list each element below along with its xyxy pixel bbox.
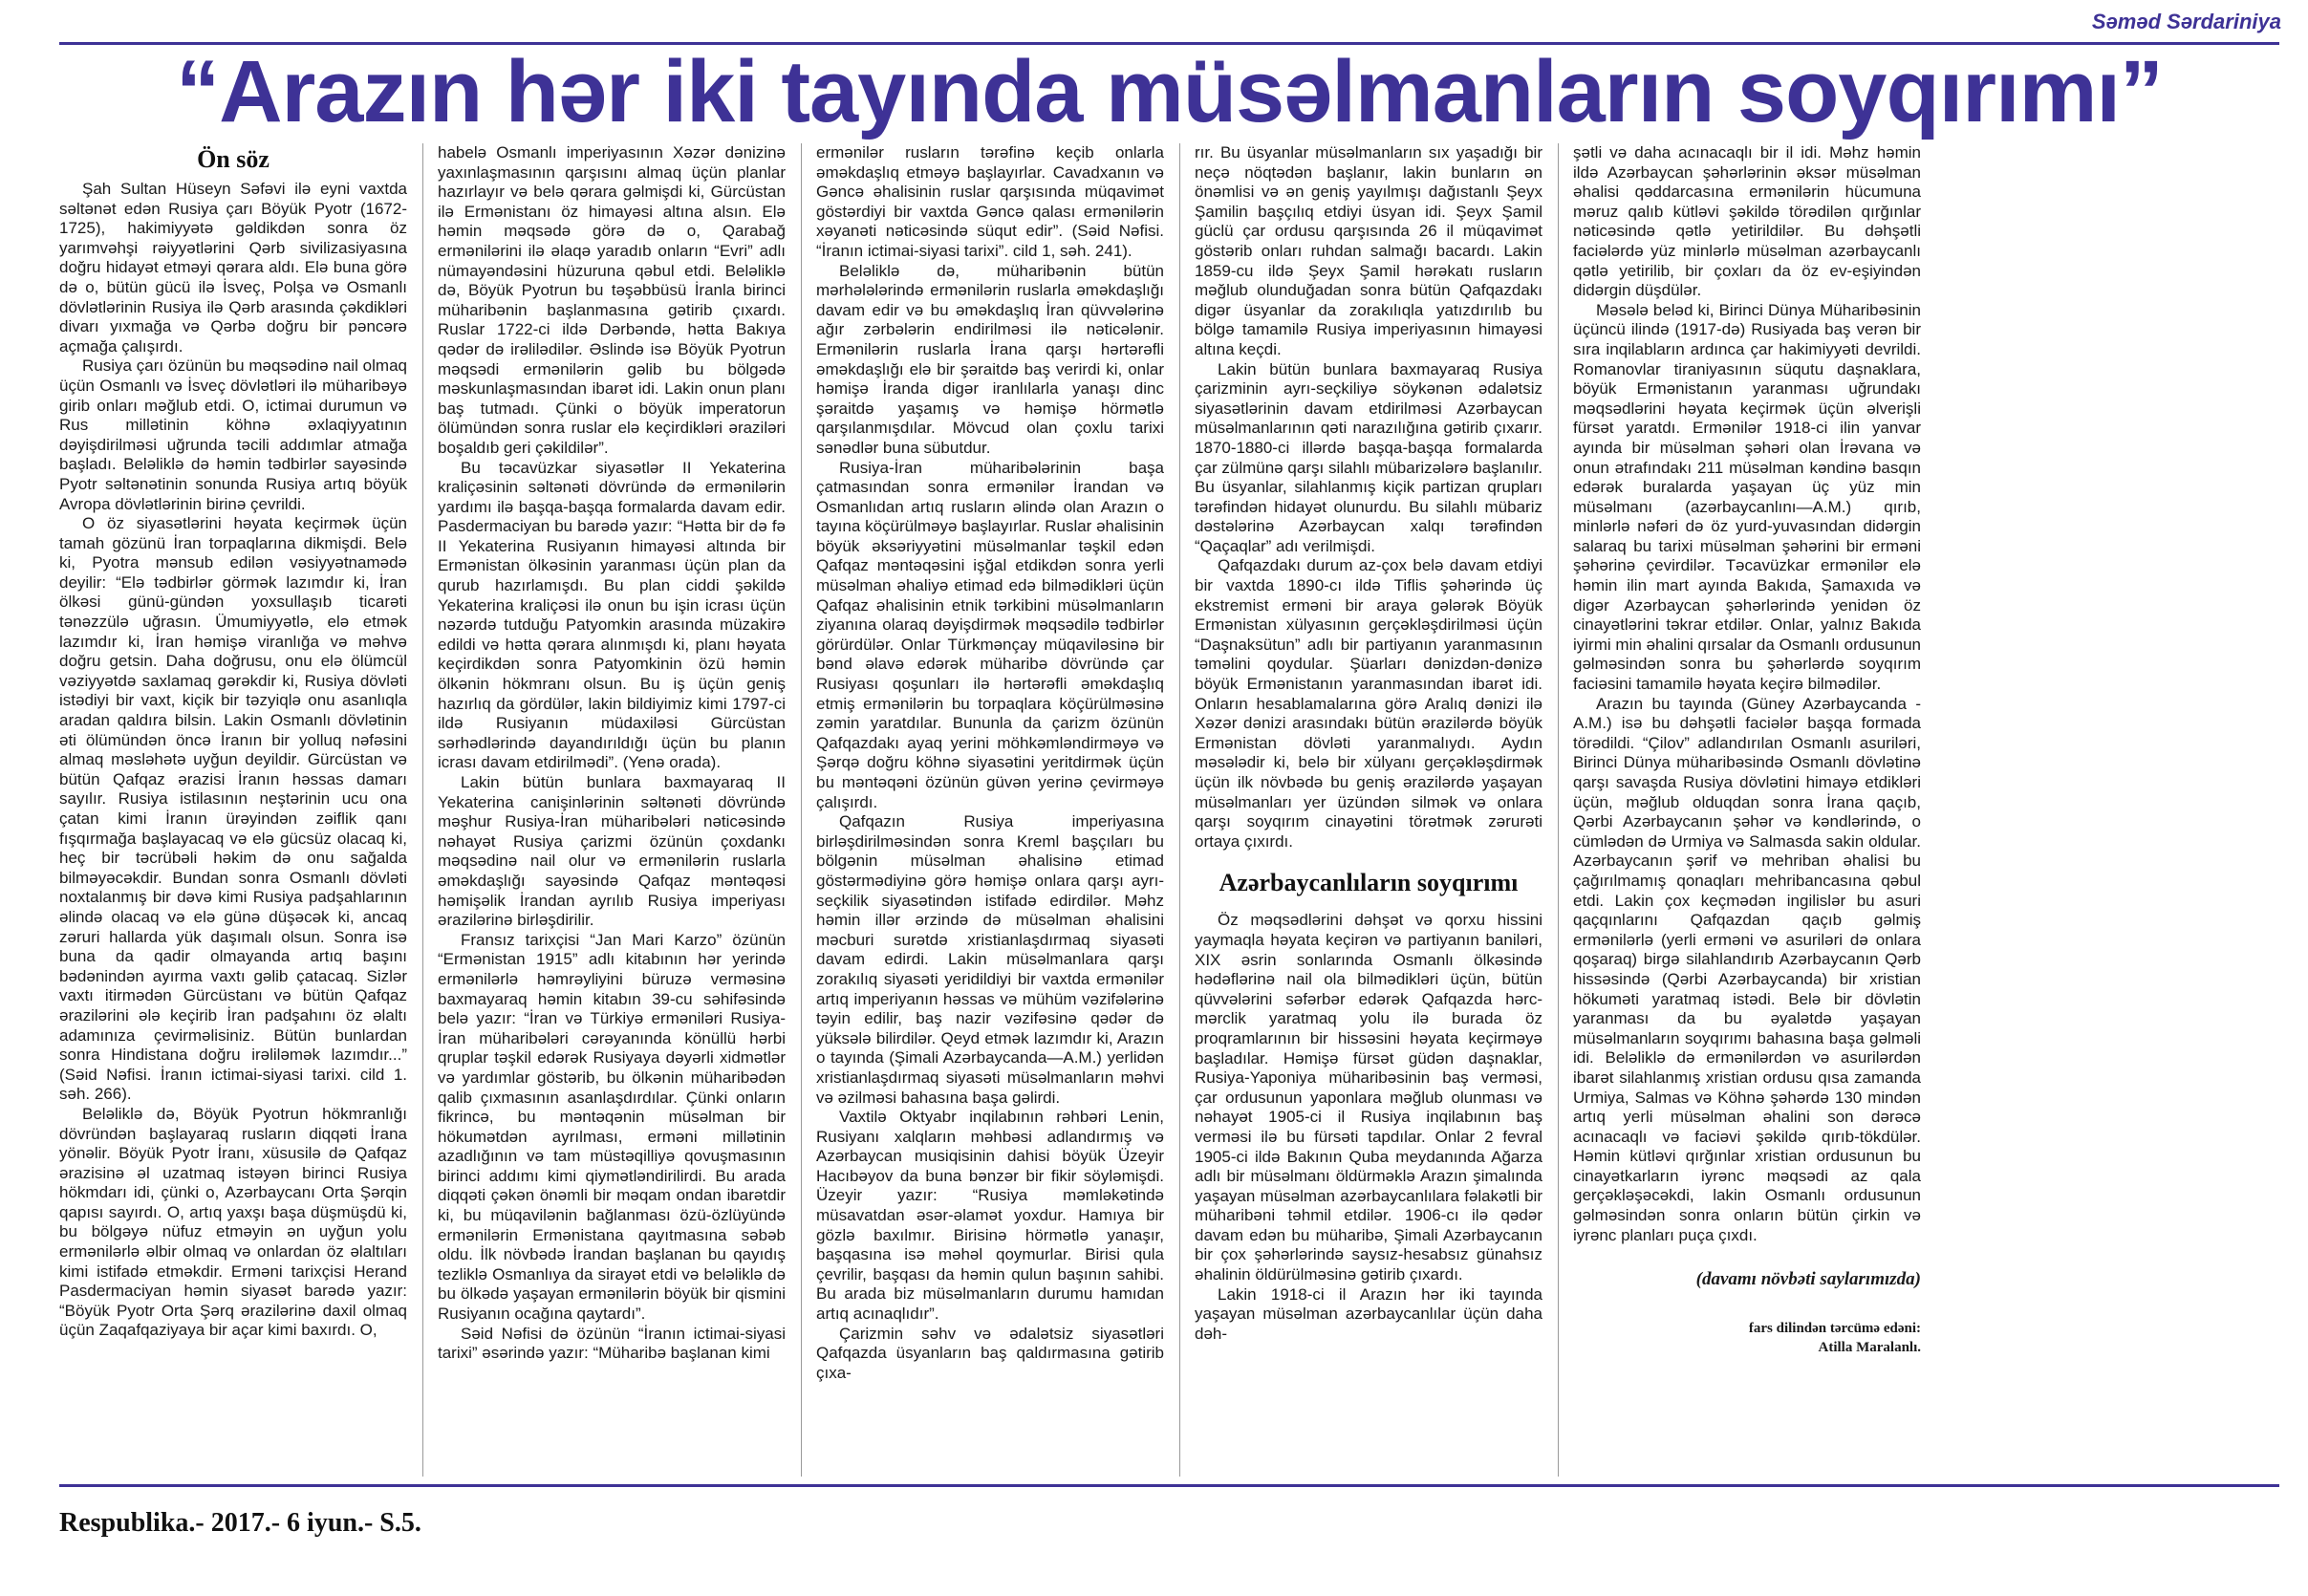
- column-divider: [1558, 143, 1559, 1477]
- paragraph: Səid Nəfisi də özünün “İranın ictimai-siyasi tarixi” əsərində yazır: “Müharibə başlanan kimi: [438, 1324, 786, 1363]
- paragraph: O öz siyasətlərini həyata keçirmək üçün tamah gözünü İran torpaqlarına dikmişdi. Belə ki, Pyotra mənsub edilən vəsiyyətnamədə deyilir: “Elə tədbirlər görmək lazımdır ki, İran ölkəsi günü-gündən yoxsullaşıb ticarəti tənəzzülə uğrasın. Ümumiyyətlə, elə etmək lazımdır ki, İran həmişə viranlığa və məhvə doğru getsin. Daha doğrusu, onu elə ölümcül vəziyyətdə saxlamaq gərəkdir ki, Rusiya dövləti istədiyi bir vaxt, kiçik bir təzyiqlə onu asanlıqla aradan qaldıra bilsin. Lakin Osmanlı dövlətinin əti ölümündən öncə İranın bir yolluq nəfəsini almaq məsləhətə uyğun deyildir. Gürcüstan və bütün Qafqaz ərazisi İranın həssas damarı sayılır. Rusiya istilasının neştərinin ucu ona çatan kimi İranın ürəyindən zəiflik qanı fışqırmağa başlayacaq və elə gücsüz olacaq ki, heç bir təcrübəli həkim də onu sağalda bilməyəcəkdir. Bundan sonra Osmanlı dövləti noxtalanmış bir dəvə kimi Rusiya padşahlarının əlində olacaq və elə günə düşəcək ki, ancaq zəruri hallarda yük daşımalı olsun. Sonra isə buna da qadir olmayanda artıq başını bədənindən ayırma vaxtı gəlib çatacaq. Sizlər vaxtı itirmədən Gürcüstanı və bütün Qafqaz ərazilərini ələ keçirib İran padşahını öz əlaltı adamınıza çevirməlisiniz. Bütün bunlardan sonra Hindistana doğru irəliləmək lazımdır...” (Səid Nəfisi. İranın ictimai-siyasi tarixi. cild 1. səh. 266).: [59, 514, 407, 1104]
- publication-footer: Respublika.- 2017.- 6 iyun.- S.5.: [59, 1508, 421, 1538]
- section-heading-genocide: Azərbaycanlıların soyqırımı: [1219, 869, 1519, 897]
- paragraph: Öz məqsədlərini dəhşət və qorxu hissini yaymaqla həyata keçirən və partiyanın baniləri, XIX əsrin sonlarında Osmanlı ölkəsində hədəflərinə nail ola bilmədikləri üçün, bütün qüvvələrini səfərbər edərək Qafqazda hərc-mərclik yaratmaq yolu ilə burada öz proqramlarının bir hissəsini həyata keçirməyə başladılar. Həmişə fürsət güdən daşnaklar, Rusiya-Yaponiya müharibəsinin baş verməsi, çar ordusunun yaponlara məğlub olunması və nəhayət 1905-ci il Rusiya inqilabının baş verməsi ilə bu fürsəti tapdılar. Onlar 2 fevral 1905-ci ildə Bakının Quba meydanında Ağarza adlı bir müsəlmanı öldürməklə Arazın şimalında yaşayan müsəlman azərbaycanlılara fəlakətli bir müharibəni təhmil etdilər. 1906-cı ilə qədər davam edən bu müharibə, Şimali Azərbaycanın bir çox şəhərlərində saysız-hesabsız günahsız əhalinin öldürülməsinə gətirib çıxardı.: [1195, 911, 1542, 1284]
- paragraph: Rusiya çarı özünün bu məqsədinə nail olmaq üçün Osmanlı və İsveç dövlətləri ilə müharibəyə girib onları məğlub etdi. O, ictimai durumun və Rus millətinin köhnə əxlaqiyyatının dəyişdirilməsi uğrunda təcili addımlar atmağa başladı. Beləliklə də həmin tədbirlər sayəsində Pyotr səltənətinin sonunda Rusiya artıq böyük Avropa dövlətlərinin birinə çevrildi.: [59, 356, 407, 513]
- paragraph: Rusiya-İran müharibələrinin başa çatmasından sonra ermənilər İrandan və Osmanlıdan artıq rusların əlində olan Arazın o tayına köçürülməyə başlayırlar. Ruslar əhalisinin böyük əksəriyyətini müsəlmanlar təşkil edən Qafqaz məntəqəsini işğal etdikdən sonra yerli müsəlman əhaliyə etimad edə bilmədikləri üçün Qafqaz əhalisinin etnik tərkibini müsəlmanların ziyanına olaraq dəyişdirmək məqsədilə tədbirlər görürdülər. Onlar Türkmənçay müqaviləsinə bir bənd əlavə edərək müharibə dövründə çar Rusiyası qoşunları ilə hərtərəfli əməkdaşlıq etmiş ermənilərin bu torpaqlara köçürülməsinə zəmin yaratdılar. Bununla da çarizm özünün Qafqazdakı ayaq yerini möhkəmləndirməyə və Şərqə doğru köhnə siyasətini yeritdirmək üçün bu məntəqəni özünün güvən yerinə çevirməyə çalışırdı.: [816, 458, 1164, 811]
- bottom-rule: [59, 1484, 2279, 1487]
- paragraph: Beləliklə də, müharibənin bütün mərhələlərində ermənilərin ruslarla əməkdaşlığı davam edir və bu əməkdaşlıq İran qüvvələrinə ağır zərbələrin endirilməsi ilə nəticələnir. Ermənilərin ruslarla İrana qarşı hərtərəfli əməkdaşlığı elə bir şəraitdə baş verirdi ki, onlar həmişə İranda digər iranlılarla yanaşı dinc şəraitdə yaşamış və həmişə hörmətlə qarşılanmışdılar. Mövcud olan çoxlu tarixi sənədlər buna sübutdur.: [816, 261, 1164, 457]
- translator-name: Atilla Maralanlı.: [1818, 1339, 1921, 1355]
- column-1: [59, 143, 407, 1477]
- column-divider: [1179, 143, 1180, 1477]
- paragraph: şətli və daha acınacaqlı bir il idi. Məhz həmin ildə Azərbaycan şəhərlərinin əksər müsəlman əhalisi qəddarcasına ermənilərin hücumuna məruz qalıb kütləvi şəkildə törədilən qırğınlar nəticəsində qətlə yetirildilər. Bu dəhşətli faciələrdə yüz minlərlə müsəlman azərbaycanlı qətlə yetirilib, bir çoxları da öz ev-eşiyindən didərgin düşdülər.: [1573, 143, 1921, 300]
- headline: “Arazın hər iki tayında müsəlmanların soyqırımı”: [176, 43, 2163, 140]
- section-heading-preface: Ön söz: [197, 145, 270, 173]
- column-divider: [801, 143, 802, 1477]
- paragraph: Lakin bütün bunlara baxmayaraq Rusiya çarizminin ayrı-seçkiliyə söykənən ədalətsiz siyasətlərinin davam etdirilməsi Azərbaycan müsəlmanlarının qəti narazılığına gətirib çıxarır. 1870-1880-ci illərdə başqa-başqa formalarda çar zülmünə qarşı silahlı mübarizələrə başlanılır. Bu üsyanlar, silahlanmış kiçik partizan qrupları tərəfindən hidayət olunurdu. Bu silahlı mübariz dəstələrinə Azərbaycan xalqı tərəfindən “Qaçaqlar” adı verilmişdi.: [1195, 359, 1542, 555]
- paragraph: Qafqazın Rusiya imperiyasına birləşdirilməsindən sonra Kreml başçıları bu bölgənin müsəlman əhalisinə etimad göstərmədiyinə görə həmişə onlara qarşı ayrı-seçkilik siyasətindən istifadə edirdilər. Məhz həmin illər ərzində də müsəlman əhalisini məcburi surətdə xristianlaşdırmaq siyasəti davam edirdi. Lakin müsəlmanlara qarşı zorakılıq siyasəti yeridildiyi bir vaxtda ermənilər artıq imperiyanın həssas və mühüm vəzifələrinə təyin edilir, baş nazir vəzifəsinə qədər də yüksələ bilirdilər. Qeyd etmək lazımdır ki, Arazın o tayında (Şimali Azərbaycanda—A.M.) yerlidən xristianlaşdırmaq siyasəti müsəlmanların məhvi və əzilməsi bahasına başa gəlirdi.: [816, 812, 1164, 1107]
- paragraph: Vaxtilə Oktyabr inqilabının rəhbəri Lenin, Rusiyanı xalqların məhbəsi adlandırmış və Azərbaycan musiqisinin dahisi böyük Üzeyir Hacıbəyov da buna bənzər bir fikir söyləmişdi. Üzeyir yazır: “Rusiya məmləkətində müsavatdan əsər-əlamət yoxdur. Hamıya bir gözlə baxılmır. Birisinə hörmətlə yanaşır, başqasına isə məhəl qoymurlar. Birisi qula çevrilir, başqası da həmin qulun başının sahibi. Bu arada biz müsəlmanların durumu hamıdan artıq acınaqlıdır”.: [816, 1108, 1164, 1324]
- column-divider: [422, 143, 423, 1477]
- translator-credit-label: fars dilindən tərcümə edəni:: [1748, 1320, 1921, 1336]
- continued-note: (davamı növbəti saylarımızda): [1695, 1269, 1921, 1290]
- author-byline: Səməd Sərdariniya: [2091, 10, 2281, 33]
- paragraph: Lakin bütün bunlara baxmayaraq II Yekaterina canişinlərinin səltənəti dövründə məşhur Rusiya-İran müharibələri nəticəsində nəhayət Rusiya çarizmi özünün çoxdankı məqsədinə nail olur və ermənilərin ruslarla əməkdaşlığı sayəsində Qafqaz məntəqəsi həmişəlik İrandan ayrılıb Rusiya imperiyası ərazilərinə birləşdirilir.: [438, 773, 786, 930]
- column-3: [816, 143, 1164, 1477]
- paragraph: Beləliklə də, Böyük Pyotrun hökmranlığı dövründən başlayaraq rusların diqqəti İrana yönəlir. Böyük Pyotr İranı, xüsusilə də Qafqaz ərazisinə əl uzatmaq istəyən birinci Rusiya hökmdarı idi, çünki o, Azərbaycanı Orta Şərqin qapısı sayırdı. O, artıq yaxşı başa düşmüşdü ki, bu bölgəyə nüfuz etməyin ən uyğun yolu ermənilərlə əlbir olmaq və onlardan öz əlaltıları kimi istifadə etməkdir. Erməni tarixçisi Herand Pasdermaciyan həmin siyasət barədə yazır: “Böyük Pyotr Orta Şərq ərazilərinə daxil olmaq üçün Zaqafqaziyaya bir açar kimi baxırdı. O,: [59, 1104, 407, 1340]
- paragraph: Qafqazdakı durum az-çox belə davam etdiyi bir vaxtda 1890-cı ildə Tiflis şəhərində üç ekstremist erməni bir araya gələrək Böyük Ermənistan xülyasının gerçəkləşdirilməsi üçün “Daşnaksütun” adlı bir partiyanın yaranmasının təməlini qoydular. Şüarları dənizdən-dənizə böyük Ermənistanın yaranmasından ibarət idi. Onların hesablamalarına görə Aralıq dənizi ilə Xəzər dənizi arasındakı bütün ərazilərdə böyük Ermənistan dövləti yaranmalıydı. Aydın məsələdir ki, belə bir xülyanı gerçəkləşdirmək üçün ilk növbədə bu geniş ərazilərdə yaşayan müsəlmanları yer üzündən silmək və onlara qarşı soyqırım cinayətini törətmək zərurəti ortaya çıxırdı.: [1195, 556, 1542, 851]
- paragraph: Lakin 1918-ci il Arazın hər iki tayında yaşayan müsəlman azərbaycanlılar üçün daha dəh-: [1195, 1284, 1542, 1343]
- column-2: [438, 143, 786, 1477]
- paragraph: habelə Osmanlı imperiyasının Xəzər dənizinə yaxınlaşmasının qarşısını almaq üçün planlar hazırlayır və belə qərara gəlmişdi ki, Gürcüstan ilə Ermənistanı öz himayəsi altına alsın. Elə həmin məqsədə görə də o, Qarabağ ermənilərini ilə əlaqə yaradıb onların “Evri” adlı nümayəndəsini hüzuruna qəbul etdi. Beləliklə də, Böyük Pyotrun bu təşəbbüsü İranla birinci müharibənin başlanmasına gətirib çıxardı. Ruslar 1722-ci ildə Dərbəndə, hətta Bakıya qədər də irəlilədilər. Əslində isə Böyük Pyotrun məqsədi ermənilərin gəlib bu bölgədə məskunlaşmasından ibarət idi. Lakin onun planı baş tutmadı. Çünki o böyük imperatorun ölümündən sonra ruslar elə keçirdikləri əraziləri boşaldıb geri çəkildilər”.: [438, 143, 786, 457]
- article-columns: [59, 143, 2279, 1477]
- paragraph: Arazın bu tayında (Güney Azərbaycanda - A.M.) isə bu dəhşətli faciələr başqa formada törədildi. “Çilov” adlandırılan Osmanlı asuriləri, Birinci Dünya müharibəsində Osmanlı dövlətinə qarşı savaşda Rusiya dövlətini himayə etdikləri üçün, məğlub olduqdan sonra İrana qaçıb, Qərbi Azərbaycanın şəhər və kəndlərində, o cümlədən də Urmiya və Salmasda sakin oldular. Azərbaycanın şərif və mehriban əhalisi bu çağırılmamış qonaqları mehribancasına qəbul etdi. Lakin çox keçmədən ingilislər bu asuri qaçqınlarını Qafqazdan qaçıb gəlmiş ermənilərlə (yerli erməni və asuriləri də onlara qoşaraq) birgə silahlandırıb Azərbaycanın Qərb hissəsində (Qərbi Azərbaycanda) bir xristian hökuməti yaratmaq istədi. Belə bir dövlətin yaranması da bu əyalətdə yaşayan müsəlmanların soyqırımı bahasına başa gəlməli idi. Beləliklə də ermənilərdən və asurilərdən ibarət silahlanmış xristian ordusu qısa zamanda Urmiya, Salmas və Köhnə şəhərdə 130 mindən artıq yerli müsəlman əhalini son dərəcə acınacaqlı və faciəvi şəkildə qırıb-tökdülər. Həmin kütləvi qırğınlar xristian ordusunun bu cinayətkarların iyrənc məqsədi az qala gerçəkləşəcəkdi, lakin Osmanlı ordusunun gəlməsindən sonra onların bütün çirkin və iyrənc planları puça çıxdı.: [1573, 694, 1921, 1244]
- paragraph: Məsələ beləd ki, Birinci Dünya Müharibəsinin üçüncü ilində (1917-də) Rusiyada baş verən bir sıra inqilabların ardınca çar hakimiyyəti devrildi. Romanovlar tiraniyasının süqutu daşnaklara, böyük Ermənistanın yaranması uğrundakı məqsədlərini həyata keçirmək üçün əlverişli fürsət yaratdı. Ermənilər 1918-ci ilin yanvar ayında bir müsəlman şəhəri olan İrəvana və onun ətrafındakı 211 müsəlman kəndinə basqın edərək buralarda yaşayan üç yüz min müsəlmanı (azərbaycanlını—A.M.) qırıb, minlərlə nəfəri də öz yurd-yuvasından didərgin salaraq bu tarixi müsəlman şəhərini bir erməni şəhərinə çevirdilər. Təcavüzkar ermənilər elə həmin ilin mart ayında Bakıda, Şamaxıda və digər Azərbaycan şəhərlərində yenidən öz cinayətlərini təkrar etdilər. Onlar, yalnız Bakıda iyirmi min əhalini qırsalar da Osmanlı ordusunun gəlməsindən sonra bu şəhərlərdə soyqırım faciəsini tamamilə həyata keçirə bilmədilər.: [1573, 300, 1921, 694]
- column-5: [1573, 143, 1921, 1477]
- paragraph: Bu təcavüzkar siyasətlər II Yekaterina kraliçəsinin səltənəti dövründə də ermənilərin yardımı ilə başqa-başqa formalarda davam edir. Pasdermaciyan bu barədə yazır: “Hətta bir də fə II Yekaterina Rusiyanın himayəsi altında bir Ermənistan ölkəsinin yaranması üçün plan da qurub hazırlamışdı. Bu plan ciddi şəkildə Yekaterina kraliçəsi ilə onun bu işin icrası üçün nəzərdə tutduğu Patyomkin arasında müzakirə edildi və hətta qərara alınmışdı ki, planı həyata keçirdikdən sonra Patyomkinin özü həmin ölkənin hökmranı olsun. Bu iş üçün geniş hazırlıq da gördülər, lakin bildiyimiz kimi 1797-ci ildə Rusiyanın müdaxiləsi Gürcüstan sərhədlərində dayandırıldığı üçün bu planın icrası davam etdirilmədi”. (Yenə orada).: [438, 458, 786, 772]
- paragraph: Fransız tarixçisi “Jan Mari Karzo” özünün “Ermənistan 1915” adlı kitabının hər yerində ermənilərlə həmrəyliyini büruzə verməsinə baxmayaraq həmin kitabın 39-cu səhifəsində belə yazır: “İran və Türkiyə erməniləri Rusiya-İran müharibələri cərəyanında könüllü hərbi qruplar təşkil edərək Rusiyaya dəyərli xidmətlər və yardımlar göstərib, bu ölkənin müharibədən qalib çıxmasının asanlaşdırdılar. Çünki onların fikrincə, bu məntəqənin müsəlman bir hökumətdən ayrılması, erməni millətinin azadlığının və tam müstəqilliyə qovuşmasının birinci addımı kimi qiymətləndirilirdi. Bu arada diqqəti çəkən önəmli bir məqam ondan ibarətdir ki, bu müqavilənin bağlanması özü-özlüyündə ermənilərin Ermənistana qayıtmasına səbəb oldu. İlk növbədə İrandan başlanan bu qayıdış tezliklə Osmanlıya da sirayət etdi və beləliklə də bu ölkədə yaşayan ermənilərin böyük bir qismini Rusiyanın ocağına qaytardı”.: [438, 930, 786, 1324]
- paragraph: ermənilər rusların tərəfinə keçib onlarla əməkdaşlıq etməyə başlayırlar. Cavadxanın və Gəncə əhalisinin ruslar qarşısında müqavimət göstərdiyi bir vaxtda Gəncə qalası ermənilərin xəyanəti nəticəsində süqut edir”. (Səid Nəfisi. “İranın ictimai-siyasi tarixi”. cild 1, səh. 241).: [816, 143, 1164, 260]
- paragraph: Çarizmin səhv və ədalətsiz siyasətləri Qafqazda üsyanların baş qaldırmasına gətirib çıxa-: [816, 1324, 1164, 1382]
- paragraph: rır. Bu üsyanlar müsəlmanların sıx yaşadığı bir neçə nöqtədən başlanır, lakin bunların ən önəmlisi və ən geniş yayılmışı dağıstanlı Şeyx Şamilin başçılıq etdiyi üsyan idi. Şeyx Şamil güclü çar ordusu qarşısında 26 il müqavimət göstərib onları ruhdan salmağı bacardı. Lakin 1859-cu ildə Şeyx Şamil hərəkatı rusların məğlub olunduğadan sonra bütün Qafqazdakı digər üsyanlar da zorakılıqla yatızdırılıb bu bölgə tamamilə Rusiya imperiyasının himayəsi altına keçdi.: [1195, 143, 1542, 358]
- paragraph: Şah Sultan Hüseyn Səfəvi ilə eyni vaxtda səltənət edən Rusiya çarı Böyük Pyotr (1672-1725), hakimiyyətə gəldikdən sonra öz yarımvəhşi rəiyyətlərini Qərb sivilizasiyasına doğru hidayət etməyi qərara aldı. Elə buna görə də o, bütün gücü ilə İsveç, Polşa və Osmanlı dövlətlərinin Rusiya ilə Qərb arasında çəkdikləri divarı yıxmağa və Qərbə doğru bir pəncərə açmağa çalışırdı.: [59, 180, 407, 356]
- column-4: [1195, 143, 1542, 1477]
